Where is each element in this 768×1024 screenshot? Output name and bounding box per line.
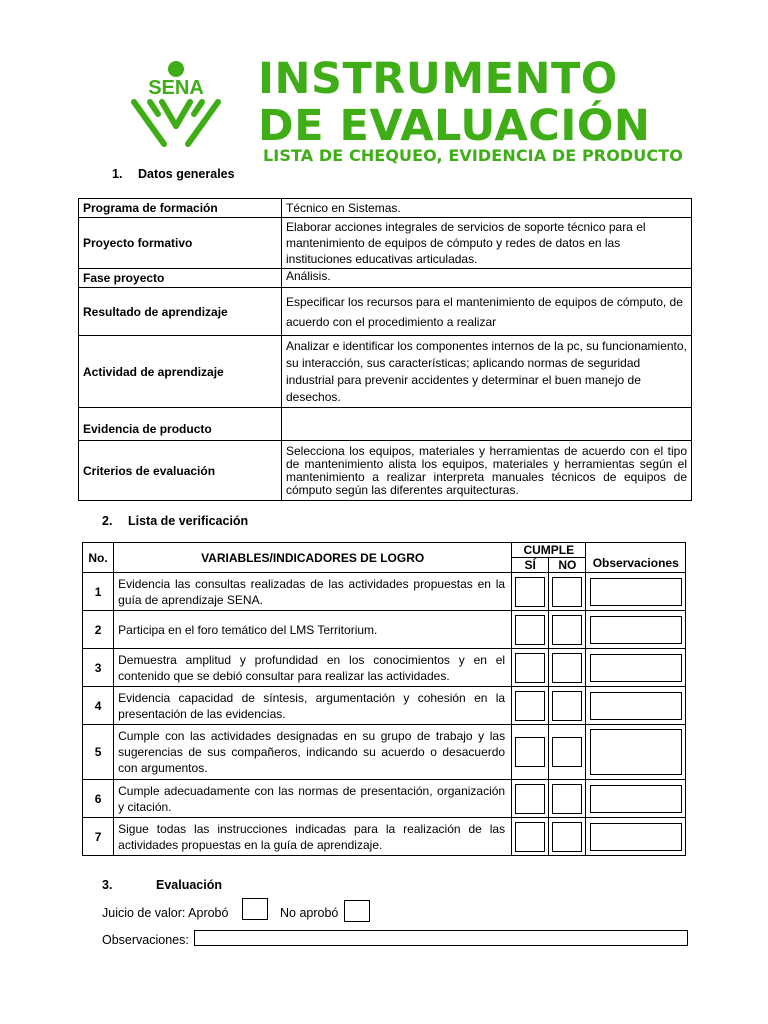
- general-row-proyecto: [79, 218, 692, 269]
- logo-figure: [134, 102, 218, 144]
- general-value: Técnico en Sistemas.: [282, 199, 692, 218]
- no-checkbox[interactable]: [552, 784, 582, 814]
- general-row-actividad: [79, 336, 692, 408]
- section-3-heading: [102, 878, 222, 892]
- obs-cell: [586, 573, 686, 611]
- observaciones-label: Observaciones:: [102, 933, 189, 947]
- observation-field[interactable]: [590, 823, 682, 851]
- table-row: [83, 611, 686, 649]
- row-indicator: Cumple con las actividades designadas en su grupo de trabajo y las sugerencias de sus compañeros, indicando su acuerdo o desacuerdo con argumentos.: [114, 725, 512, 780]
- no-cell: [549, 687, 586, 725]
- si-cell: [512, 818, 549, 856]
- no-checkbox[interactable]: [552, 737, 582, 767]
- section-2-title: Lista de verificación: [128, 514, 249, 528]
- table-row: [83, 687, 686, 725]
- si-cell: [512, 611, 549, 649]
- header-observaciones: Observaciones: [586, 543, 686, 573]
- no-checkbox[interactable]: [552, 822, 582, 852]
- logo-head-dot: [168, 61, 184, 77]
- observation-field[interactable]: [590, 654, 682, 682]
- subtitle: LISTA DE CHEQUEO, EVIDENCIA DE PRODUCTO: [263, 146, 683, 165]
- section-3-number: 3.: [102, 878, 113, 892]
- row-indicator: Evidencia capacidad de síntesis, argumentación y cohesión en la presentación de las evidencias.: [114, 687, 512, 725]
- observation-field[interactable]: [590, 616, 682, 644]
- table-row: [83, 725, 686, 780]
- no-aprobo-label: No aprobó: [280, 906, 339, 920]
- checklist-header-row: [83, 543, 686, 558]
- general-value: Elaborar acciones integrales de servicios de soporte técnico para el mantenimiento de equipos de cómputo y redes de datos en las instituciones educativas articuladas.: [282, 218, 692, 269]
- obs-cell: [586, 611, 686, 649]
- si-checkbox[interactable]: [515, 784, 545, 814]
- general-value: Análisis.: [282, 269, 692, 288]
- no-cell: [549, 611, 586, 649]
- observation-field[interactable]: [590, 578, 682, 606]
- row-number: 3: [83, 649, 114, 687]
- general-value: Analizar e identificar los componentes internos de la pc, su funcionamiento, su interacción, sus características; aplicando normas de seguridad industrial para prevenir accidentes y determinar el buen manejo de desechos.: [282, 336, 692, 408]
- aprobo-checkbox[interactable]: [242, 898, 268, 920]
- no-checkbox[interactable]: [552, 615, 582, 645]
- row-number: 1: [83, 573, 114, 611]
- observation-field[interactable]: [590, 785, 682, 813]
- no-cell: [549, 818, 586, 856]
- header-no-col: NO: [549, 558, 586, 573]
- section-2-number: 2.: [102, 514, 113, 528]
- no-checkbox[interactable]: [552, 577, 582, 607]
- general-value: [282, 408, 692, 441]
- row-number: 5: [83, 725, 114, 780]
- general-label: Criterios de evaluación: [79, 441, 282, 501]
- table-row: [83, 649, 686, 687]
- general-label: Actividad de aprendizaje: [79, 336, 282, 408]
- section-2-heading: [102, 514, 248, 528]
- header-no: No.: [83, 543, 114, 573]
- table-row: [83, 818, 686, 856]
- table-row: [83, 780, 686, 818]
- title-line-2: DE EVALUACIÓN: [258, 101, 651, 151]
- no-cell: [549, 649, 586, 687]
- row-number: 7: [83, 818, 114, 856]
- no-cell: [549, 780, 586, 818]
- header-si: SÍ: [512, 558, 549, 573]
- obs-cell: [586, 818, 686, 856]
- section-1-heading: [112, 167, 235, 181]
- header-cumple: CUMPLE: [512, 543, 586, 558]
- row-number: 2: [83, 611, 114, 649]
- title-line-1: INSTRUMENTO: [258, 54, 618, 104]
- si-cell: [512, 687, 549, 725]
- general-value: Especificar los recursos para el mantenimiento de equipos de cómputo, de acuerdo con el procedimiento a realizar: [282, 288, 692, 336]
- juicio-label: Juicio de valor: Aprobó: [102, 906, 229, 920]
- sena-logo: [128, 60, 224, 150]
- no-checkbox[interactable]: [552, 653, 582, 683]
- obs-cell: [586, 649, 686, 687]
- general-label: Fase proyecto: [79, 269, 282, 288]
- si-cell: [512, 780, 549, 818]
- row-indicator: Demuestra amplitud y profundidad en los conocimientos y en el contenido que se debió consultar para realizar las actividades.: [114, 649, 512, 687]
- general-label: Evidencia de producto: [79, 408, 282, 441]
- general-row-criterios: [79, 441, 692, 501]
- si-cell: [512, 573, 549, 611]
- row-number: 4: [83, 687, 114, 725]
- obs-cell: [586, 725, 686, 780]
- section-3-title: Evaluación: [156, 878, 222, 892]
- row-indicator: Cumple adecuadamente con las normas de presentación, organización y citación.: [114, 780, 512, 818]
- general-label: Proyecto formativo: [79, 218, 282, 269]
- si-cell: [512, 725, 549, 780]
- general-row-evidencia: [79, 408, 692, 441]
- si-checkbox[interactable]: [515, 615, 545, 645]
- si-checkbox[interactable]: [515, 577, 545, 607]
- observaciones-field[interactable]: [194, 930, 688, 946]
- no-cell: [549, 573, 586, 611]
- row-indicator: Sigue todas las instrucciones indicadas para la realización de las actividades propuestas en la guía de aprendizaje.: [114, 818, 512, 856]
- general-row-resultado: [79, 288, 692, 336]
- no-aprobo-checkbox[interactable]: [344, 900, 370, 922]
- obs-cell: [586, 780, 686, 818]
- header-variables: VARIABLES/INDICADORES DE LOGRO: [114, 543, 512, 573]
- general-row-programa: [79, 199, 692, 218]
- section-1-number: 1.: [112, 167, 123, 181]
- section-1-title: Datos generales: [138, 167, 235, 181]
- si-cell: [512, 649, 549, 687]
- general-label: Resultado de aprendizaje: [79, 288, 282, 336]
- row-number: 6: [83, 780, 114, 818]
- general-value: Selecciona los equipos, materiales y herramientas de acuerdo con el tipo de mantenimiento alista los equipos, materiales y herramientas según el mantenimiento a realizar interpreta manuales técnicos de equipos de cómputo según las diferentes arquitecturas.: [282, 441, 692, 501]
- si-checkbox[interactable]: [515, 653, 545, 683]
- logo-text: SENA: [148, 77, 204, 99]
- row-indicator: Participa en el foro temático del LMS Territorium.: [114, 611, 512, 649]
- general-label: Programa de formación: [79, 199, 282, 218]
- si-checkbox[interactable]: [515, 691, 545, 721]
- si-checkbox[interactable]: [515, 737, 545, 767]
- general-data-table: [78, 198, 692, 501]
- observation-field[interactable]: [590, 729, 682, 775]
- row-indicator: Evidencia las consultas realizadas de las actividades propuestas en la guía de aprendizaje SENA.: [114, 573, 512, 611]
- observation-field[interactable]: [590, 692, 682, 720]
- checklist-table: [82, 542, 686, 856]
- no-cell: [549, 725, 586, 780]
- si-checkbox[interactable]: [515, 822, 545, 852]
- no-checkbox[interactable]: [552, 691, 582, 721]
- obs-cell: [586, 687, 686, 725]
- table-row: [83, 573, 686, 611]
- general-row-fase: [79, 269, 692, 288]
